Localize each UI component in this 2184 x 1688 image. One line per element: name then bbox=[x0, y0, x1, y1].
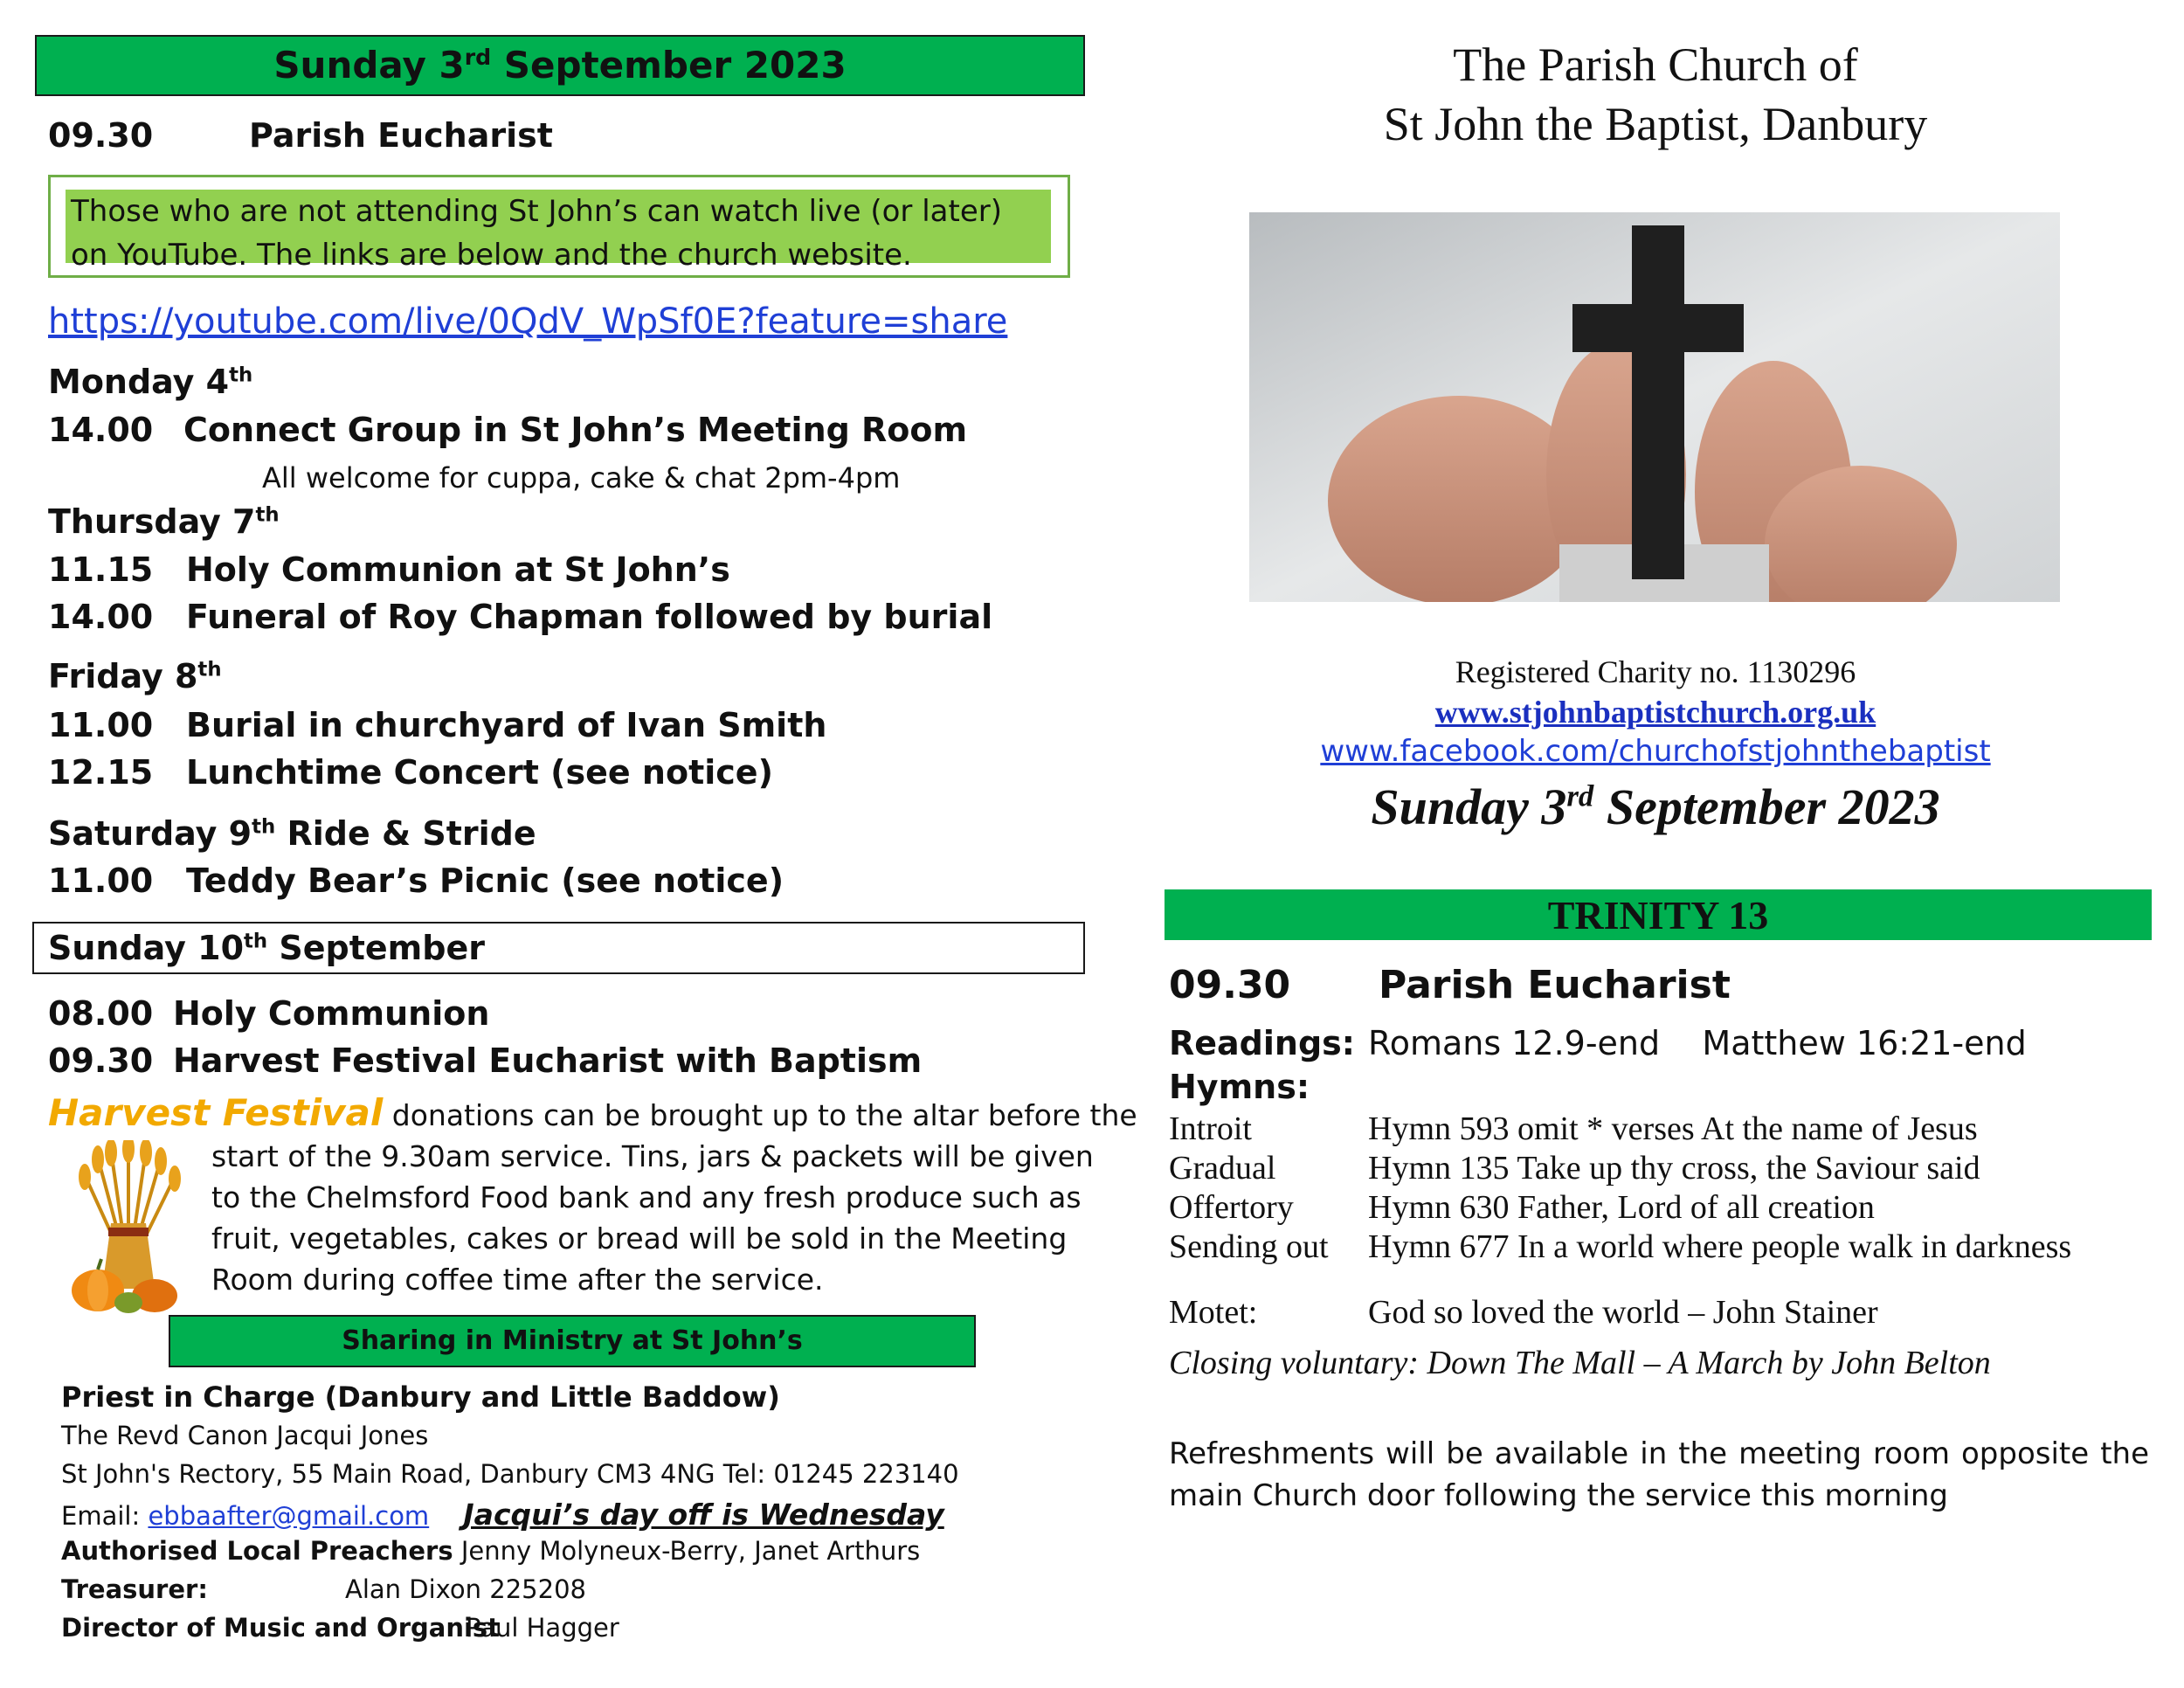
friday-event-row bbox=[48, 706, 826, 744]
refreshments-note: Refreshments will be available in the meeting room opposite the main Church door following the service this morning bbox=[1169, 1436, 2149, 1513]
youtube-link[interactable]: https://youtube.com/live/0QdV_WpSf0E?feature=share bbox=[48, 301, 1008, 342]
motet-row: Motet: God so loved the world – John Stainer bbox=[1169, 1294, 1878, 1331]
harvest-body: start of the 9.30am service. Tins, jars & packets will be given to the Chelmsford Food bank and any fresh produce such as fruit, vegetables, cakes or bread will be sold in the Meeting Room during coffee time after the service. bbox=[211, 1139, 1094, 1297]
day-thursday: Thursday 7th bbox=[48, 502, 280, 541]
email-link[interactable]: ebbaafter@gmail.com bbox=[148, 1501, 430, 1531]
day-monday: Monday 4th bbox=[48, 363, 253, 401]
main-service-time: 09.30 bbox=[48, 116, 154, 155]
right-service-name: Parish Eucharist bbox=[1379, 963, 1731, 1007]
church-name: The Parish Church of St John the Baptist, Danbury bbox=[1383, 38, 1928, 150]
readings-row: Readings: Romans 12.9-end Matthew 16:21-end bbox=[1169, 1024, 2027, 1062]
youtube-notice-box bbox=[48, 175, 1070, 278]
next-sunday-event-row bbox=[48, 1041, 922, 1080]
right-service-row bbox=[1169, 963, 1731, 1007]
event-text: Funeral of Roy Chapman followed by burial bbox=[186, 598, 993, 636]
event-time: 11.00 bbox=[48, 706, 154, 744]
friday-event-row bbox=[48, 753, 773, 792]
event-text: Holy Communion at St John’s bbox=[186, 550, 730, 589]
ministry-title-bar bbox=[169, 1315, 976, 1367]
thursday-event-row bbox=[48, 550, 730, 589]
trinity-bar bbox=[1165, 889, 2152, 940]
event-time: 11.15 bbox=[48, 550, 154, 589]
event-time: 08.00 bbox=[48, 994, 154, 1033]
event-time: 11.00 bbox=[48, 861, 154, 900]
rectory-address: St John's Rectory, 55 Main Road, Danbury CM3 4NG Tel: 01245 223140 bbox=[61, 1459, 959, 1489]
day-saturday: Saturday 9th Ride & Stride bbox=[48, 814, 536, 853]
right-service-time: 09.30 bbox=[1169, 963, 1291, 1007]
event-time: 09.30 bbox=[48, 1041, 154, 1080]
website-link[interactable]: www.stjohnbaptistchurch.org.uk bbox=[1434, 695, 1876, 730]
next-sunday-box bbox=[32, 922, 1085, 974]
event-text: Holy Communion bbox=[173, 994, 490, 1033]
hymn-row: Sending out Hymn 677 In a world where people walk in darkness bbox=[1169, 1228, 2072, 1265]
trinity-title: TRINITY 13 bbox=[1547, 893, 1769, 937]
treasurer-row: Treasurer: Alan Dixon 225208 bbox=[61, 1574, 586, 1604]
event-time: 12.15 bbox=[48, 753, 154, 792]
priest-name: The Revd Canon Jacqui Jones bbox=[61, 1421, 429, 1450]
ministry-title: Sharing in Ministry at St John’s bbox=[342, 1325, 803, 1356]
event-text: Lunchtime Concert (see notice) bbox=[186, 753, 773, 792]
hymn-row: Introit Hymn 593 omit * verses At the name of Jesus bbox=[1169, 1110, 1978, 1147]
header-date-bar bbox=[35, 35, 1085, 96]
monday-note: All welcome for cuppa, cake & chat 2pm-4pm bbox=[262, 461, 901, 495]
next-sunday-event-row bbox=[48, 994, 489, 1033]
day-next-sunday: Sunday 10th September bbox=[48, 929, 485, 967]
event-text: Connect Group in St John’s Meeting Room bbox=[183, 411, 968, 449]
day-off: Jacqui’s day off is Wednesday bbox=[463, 1498, 944, 1532]
event-time: 14.00 bbox=[48, 411, 154, 449]
event-text: Teddy Bear’s Picnic (see notice) bbox=[186, 861, 784, 900]
thursday-event-row bbox=[48, 598, 992, 636]
facebook-link[interactable]: www.facebook.com/churchofstjohnthebaptist bbox=[1320, 734, 1991, 769]
event-text: Harvest Festival Eucharist with Baptism bbox=[173, 1041, 923, 1080]
email-row: Email: ebbaafter@gmail.com Jacqui’s day off is Wednesday bbox=[61, 1498, 944, 1532]
header-date: Sunday 3rd September 2023 bbox=[273, 44, 847, 86]
cross-photo bbox=[1249, 212, 2060, 602]
harvest-wheat-pumpkin-icon bbox=[63, 1140, 194, 1315]
closing-voluntary: Closing voluntary: Down The Mall – A March by John Belton bbox=[1169, 1345, 1991, 1381]
hymn-row: Offertory Hymn 630 Father, Lord of all creation bbox=[1169, 1189, 1875, 1226]
main-service-row bbox=[48, 116, 553, 155]
event-time: 14.00 bbox=[48, 598, 154, 636]
youtube-notice: Those who are not attending St John’s can watch live (or later) on YouTube. The links are below and the church website. bbox=[66, 190, 1051, 263]
main-service-name: Parish Eucharist bbox=[249, 116, 553, 155]
event-text: Burial in churchyard of Ivan Smith bbox=[186, 706, 827, 744]
harvest-first-line: Harvest Festival donations can be brought up to the altar before the bbox=[48, 1091, 1137, 1134]
priest-label: Priest in Charge (Danbury and Little Baddow) bbox=[61, 1380, 780, 1414]
preachers-row: Authorised Local Preachers Jenny Molyneux-Berry, Janet Arthurs bbox=[61, 1536, 921, 1566]
charity-number: Registered Charity no. 1130296 bbox=[1455, 654, 1856, 689]
service-date: Sunday 3rd September 2023 bbox=[1371, 778, 1940, 835]
hymns-label: Hymns: bbox=[1169, 1068, 1310, 1106]
saturday-event-row bbox=[48, 861, 784, 900]
monday-event-row bbox=[48, 411, 967, 449]
day-friday: Friday 8th bbox=[48, 657, 222, 695]
music-row: Director of Music and OrganistPaul Hagger bbox=[61, 1613, 619, 1643]
hymn-row: Gradual Hymn 135 Take up thy cross, the Saviour said bbox=[1169, 1150, 1980, 1186]
harvest-title: Harvest Festival bbox=[48, 1091, 384, 1134]
